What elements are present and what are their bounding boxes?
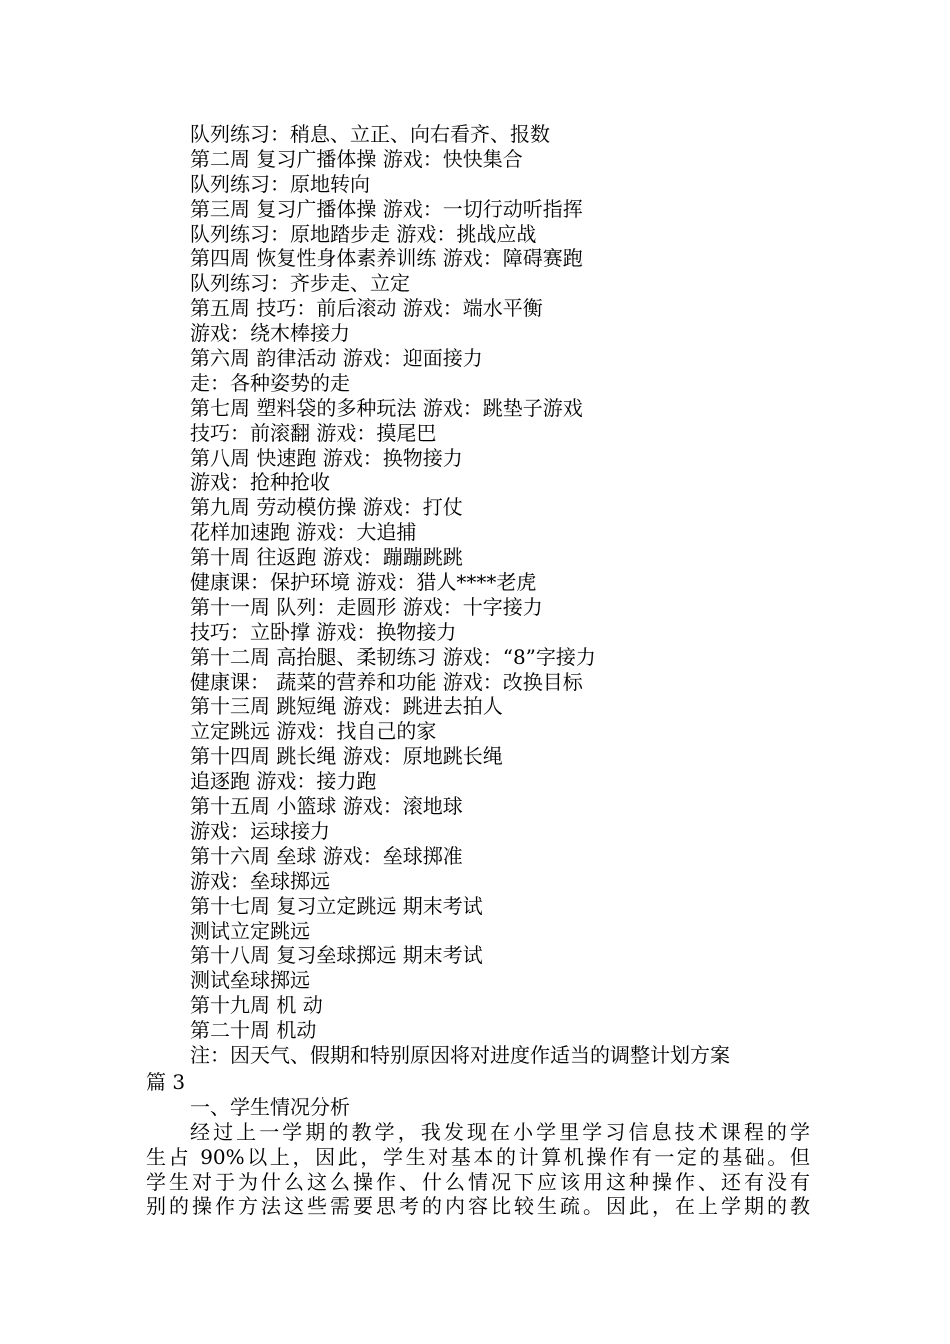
section-3 [146,1070,810,1219]
section-label: 篇 3 [146,1070,186,1094]
schedule-line: 第十九周 机 动 [190,993,323,1018]
schedule-line: 游戏：绕木棒接力 [190,321,350,346]
schedule-line: 健康课：保护环境 游戏：猎人****老虎 [190,570,537,595]
paragraph-line: 别的操作方法这些需要思考的内容比较生疏。因此，在上学期的教 [146,1194,810,1219]
section-subheading: 一、学生情况分析 [190,1094,350,1119]
schedule-list [190,122,830,1068]
schedule-line: 技巧：前滚翻 游戏：摸尾巴 [190,420,437,445]
schedule-line: 第十七周 复习立定跳远 期末考试 [190,893,483,918]
paragraph-line: 学生对于为什么这么操作、什么情况下应该用这种操作、还有没有 [146,1169,810,1194]
paragraph-line: 生占 90%以上，因此，学生对基本的计算机操作有一定的基础。但 [146,1144,810,1169]
schedule-line: 第十八周 复习垒球掷远 期末考试 [190,943,483,968]
schedule-line: 立定跳远 游戏：找自己的家 [190,719,437,744]
schedule-line: 技巧：立卧撑 游戏：换物接力 [190,619,457,644]
schedule-line: 第十周 往返跑 游戏：蹦蹦跳跳 [190,545,463,570]
schedule-line: 花样加速跑 游戏：大追捕 [190,520,417,545]
schedule-line: 第十三周 跳短绳 游戏：跳进去拍人 [190,694,503,719]
schedule-line: 走：各种姿势的走 [190,370,350,395]
schedule-line: 第七周 塑料袋的多种玩法 游戏：跳垫子游戏 [190,395,583,420]
schedule-line: 游戏：垒球掷远 [190,868,330,893]
schedule-line: 第二周 复习广播体操 游戏：快快集合 [190,146,523,171]
schedule-line: 第十五周 小篮球 游戏：滚地球 [190,794,463,819]
schedule-line: 第十一周 队列：走圆形 游戏：十字接力 [190,594,543,619]
schedule-line: 追逐跑 游戏：接力跑 [190,769,377,794]
schedule-line: 第四周 恢复性身体素养训练 游戏：障碍赛跑 [190,246,583,271]
schedule-line: 队列练习：稍息、立正、向右看齐、报数 [190,122,550,146]
schedule-line: 第十二周 高抬腿、柔韧练习 游戏：“8”字接力 [190,644,596,669]
schedule-line: 第十六周 垒球 游戏：垒球掷准 [190,843,463,868]
schedule-line: 第十四周 跳长绳 游戏：原地跳长绳 [190,744,503,769]
schedule-line: 第三周 复习广播体操 游戏：一切行动听指挥 [190,196,583,221]
schedule-line: 第九周 劳动模仿操 游戏：打仗 [190,495,463,520]
schedule-line: 游戏：运球接力 [190,818,330,843]
schedule-line: 队列练习：原地转向 [190,171,370,196]
schedule-line: 队列练习：原地踏步走 游戏：挑战应战 [190,221,537,246]
schedule-line: 第六周 韵律活动 游戏：迎面接力 [190,346,483,371]
schedule-line: 测试垒球掷远 [190,968,310,993]
schedule-line: 第八周 快速跑 游戏：换物接力 [190,445,463,470]
schedule-line: 队列练习：齐步走、立定 [190,271,410,296]
schedule-line: 健康课： 蔬菜的营养和功能 游戏：改换目标 [190,669,583,694]
schedule-line: 第五周 技巧：前后滚动 游戏：端水平衡 [190,296,543,321]
paragraph-line: 经过上一学期的教学，我发现在小学里学习信息技术课程的学 [190,1119,810,1144]
schedule-line: 测试立定跳远 [190,918,310,943]
student-analysis-paragraph [146,1120,810,1220]
schedule-line: 第二十周 机动 [190,1018,317,1043]
schedule-line: 注：因天气、假期和特别原因将对进度作适当的调整计划方案 [190,1042,730,1067]
schedule-line: 游戏：抢种抢收 [190,470,330,495]
